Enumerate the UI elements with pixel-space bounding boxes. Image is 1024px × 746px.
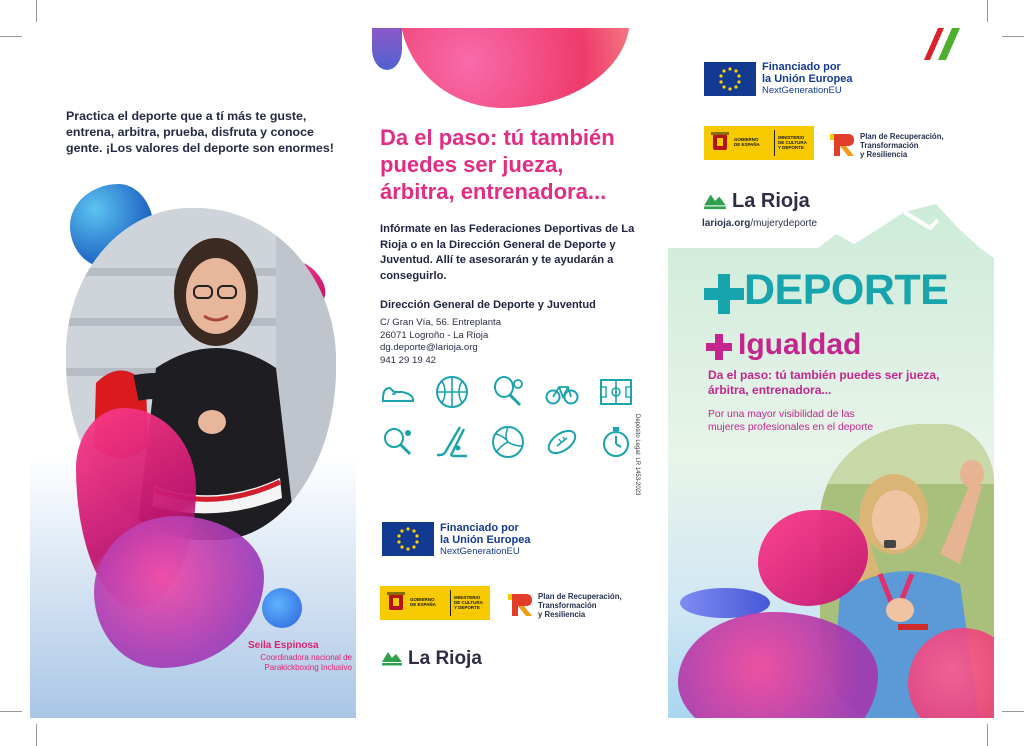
url-domain: larioja.org <box>702 218 751 229</box>
gov-line-2: DE ESPAÑA <box>410 602 436 607</box>
top-purple-blob <box>372 28 402 70</box>
stopwatch-icon <box>598 424 634 460</box>
min-line-3: Y DEPORTE <box>454 605 480 610</box>
legal-deposit: Depósito Legal: LR 1453-2023 <box>634 414 640 496</box>
contact-details <box>380 317 501 367</box>
prtr-line-3-right: y Resiliencia <box>860 150 908 159</box>
igualdad-title: Igualdad <box>738 328 862 361</box>
purple-blob <box>94 516 264 668</box>
basketball-icon <box>434 374 470 410</box>
eu-line-3-right: NextGenerationEU <box>762 85 842 96</box>
gobierno-logo-right <box>704 126 814 160</box>
min-line-2: DE CULTURA <box>454 600 483 605</box>
prtr-line-2: Transformación <box>538 601 597 610</box>
contact-address: C/ Gran Vía, 56. Entreplanta <box>380 317 502 328</box>
prtr-line-3: y Resiliencia <box>538 610 586 619</box>
eu-text <box>440 522 530 557</box>
rugby-ball-icon <box>544 424 580 460</box>
eu-line-2: la Unión Europea <box>440 534 531 546</box>
gobierno-logo <box>380 586 490 620</box>
volleyball-icon <box>490 424 526 460</box>
url-path: /mujerydeporte <box>750 218 818 229</box>
min-line-3-right: Y DEPORTE <box>778 145 804 150</box>
prtr-text <box>538 592 622 619</box>
caption-role: Coordinadora nacional de Parakickboxing Inclusivo <box>260 653 352 672</box>
la-rioja-logo-icon <box>380 648 404 668</box>
gov-line-1: GOBIERNO <box>410 597 435 602</box>
middle-info: Infórmate en las Federaciones Deportivas de La Rioja o en la Dirección General de Deporte y Juventud. Allí te asesorarán y te ayudarán a conseguirlo. <box>380 223 635 282</box>
la-rioja-label: La Rioja <box>408 648 482 669</box>
prtr-text-right <box>860 132 944 159</box>
plus-icon-teal <box>704 274 744 314</box>
tennis-icon <box>490 374 526 410</box>
prtr-logo-icon <box>506 590 534 618</box>
la-rioja-logo-icon-right <box>702 190 728 212</box>
plus-icon-magenta <box>706 334 732 360</box>
contact-email[interactable]: dg.deporte@larioja.org <box>380 342 478 353</box>
eu-line-1-right: Financiado por <box>762 61 841 73</box>
deporte-title: DEPORTE <box>744 266 949 314</box>
stripes-logo-icon <box>924 28 968 64</box>
coat-of-arms-icon-right <box>709 130 731 156</box>
eu-line-3: NextGenerationEU <box>440 546 520 557</box>
intro-text: Practica el deporte que a tí más te guste, entrena, arbitra, prueba, disfruta y conoce gente. ¡Los valores del deporte son enormes! <box>66 109 334 155</box>
running-shoe-icon <box>380 374 416 410</box>
eu-line-1: Financiado por <box>440 522 519 534</box>
coat-of-arms-icon <box>385 590 407 616</box>
top-pink-blob <box>400 28 630 108</box>
eu-flag-icon <box>382 522 434 556</box>
eu-line-2-right: la Unión Europea <box>762 73 853 85</box>
blue-small-blob <box>262 588 302 628</box>
min-line-1: MINISTERIO <box>454 595 481 600</box>
min-line-2-right: DE CULTURA <box>778 140 807 145</box>
prtr-logo-icon-right <box>828 130 856 158</box>
website-url[interactable] <box>702 218 817 229</box>
middle-title: Da el paso: tú también puedes ser jueza, árbitra, entrenadora... <box>380 125 615 204</box>
table-tennis-icon <box>380 424 416 460</box>
middle-panel <box>356 28 668 718</box>
contact-title: Dirección General de Deporte y Juventud <box>380 299 596 311</box>
right-subtitle: Da el paso: tú también puedes ser jueza, árbitra, entrenadora... <box>708 368 940 397</box>
right-panel <box>668 28 994 718</box>
min-line-1-right: MINISTERIO <box>778 135 805 140</box>
bicycle-icon <box>544 374 580 410</box>
contact-city: 26071 Logroño - La Rioja <box>380 329 489 341</box>
eu-text-right <box>762 61 852 96</box>
la-rioja-label-right: La Rioja <box>732 190 810 212</box>
contact-phone: 941 29 19 42 <box>380 354 437 366</box>
gov-line-1-right: GOBIERNO <box>734 137 759 142</box>
left-panel <box>30 28 356 718</box>
prtr-line-2-right: Transformación <box>860 141 919 150</box>
prtr-line-1-right: Plan de Recuperación, <box>860 132 944 141</box>
gov-line-2-right: DE ESPAÑA <box>734 142 760 147</box>
right-note: Por una mayor visibilidad de las mujeres profesionales en el deporte <box>708 409 874 433</box>
football-field-icon <box>598 374 634 410</box>
eu-flag-icon-right <box>704 62 756 96</box>
hockey-icon <box>434 424 470 460</box>
prtr-line-1: Plan de Recuperación, <box>538 592 622 601</box>
caption-name: Seila Espinosa <box>248 640 319 651</box>
